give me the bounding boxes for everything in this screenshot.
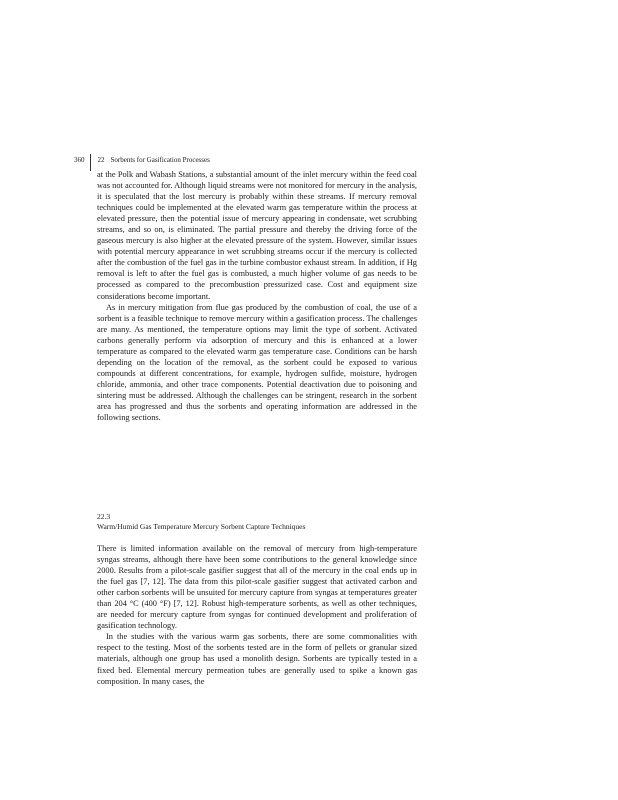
section-number: 22.3	[97, 512, 111, 521]
page-number: 360	[74, 155, 85, 164]
paragraph-sorbent-challenges: As in mercury mitigation from flue gas produced by the combustion of coal, the use of a sorbent is a feasible technique to remove mercury within a gasification process. The challenges are many. As mentioned, the temperature options may limit the type of sorbent. Activated carbons generally perform via adsorption of mercury and this is enhanced at a lower temperature as compared to the elevated warm gas temperature case. Conditions can be harsh depending on the location of the removal, as the sorbent could be exposed to various compounds at different concentrations, for example, hydrogen sulfide, moisture, hydrogen chloride, ammonia, and other trace components. Potential deactivation due to poisoning and sintering must be addressed. Although the challenges can be stringent, research in the sorbent area has progressed and thus the sorbents and operating information are addressed in the following sections.	[97, 302, 417, 423]
chapter-title: Sorbents for Gasification Processes	[110, 155, 210, 164]
running-head	[74, 151, 210, 168]
paragraph-warm-gas-studies: In the studies with the various warm gas sorbents, there are some commonalities with respect to the testing. Most of the sorbents tested are in the form of pellets or granular sized materials, although one group has used a monolith design. Sorbents are typically tested in a fixed bed. Elemental mercury permeation tubes are generally used to spike a known gas composition. In many cases, the	[97, 632, 417, 686]
chapter-number: 22	[97, 155, 105, 164]
body-text-bottom	[97, 543, 417, 687]
paragraph-continued: at the Polk and Wabash Stations, a substantial amount of the inlet mercury within the feed coal was not accounted for. Although liquid streams were not monitored for mercury in the analysis, it is speculated that the lost mercury is probably within these streams. If mercury removal techniques could be implemented at the elevated warm gas temperature within the process at elevated pressure, then the potential issue of mercury appearing in condensate, wet scrubbing streams, and so on, is eliminated. The partial pressure and thereby the driving force of the gaseous mercury is also higher at the elevated pressure of the system. However, similar issues with potential mercury appearance in wet scrubbing streams occur if the mercury is collected after the combustion of the fuel gas in the turbine combustor exhaust stream. In addition, if Hg removal is left to after the fuel gas is combusted, a much higher volume of gas needs to be processed as compared to the precombustion pressurized case. Cost and equipment size considerations become important.	[97, 170, 417, 301]
header-divider	[90, 154, 91, 171]
paragraph-limited-information: There is limited information available on the removal of mercury from high-temperature syngas streams, although there have been some contributions to the general knowledge since 2000. Results from a pilot-scale gasifier suggest that all of the mercury in the coal ends up in the fuel gas [7, 12]. The data from this pilot-scale gasifier suggest that activated carbon and other carbon sorbents will be unsuited for mercury capture from syngas at temperatures greater than 204 °C (400 °F) [7, 12]. Robust high-temperature sorbents, as well as other techniques, are needed for mercury capture from syngas for continued development and proliferation of gasification technology.	[97, 544, 417, 631]
section-title: Warm/Humid Gas Temperature Mercury Sorbent Capture Techniques	[97, 522, 306, 531]
body-text-top	[97, 169, 417, 423]
